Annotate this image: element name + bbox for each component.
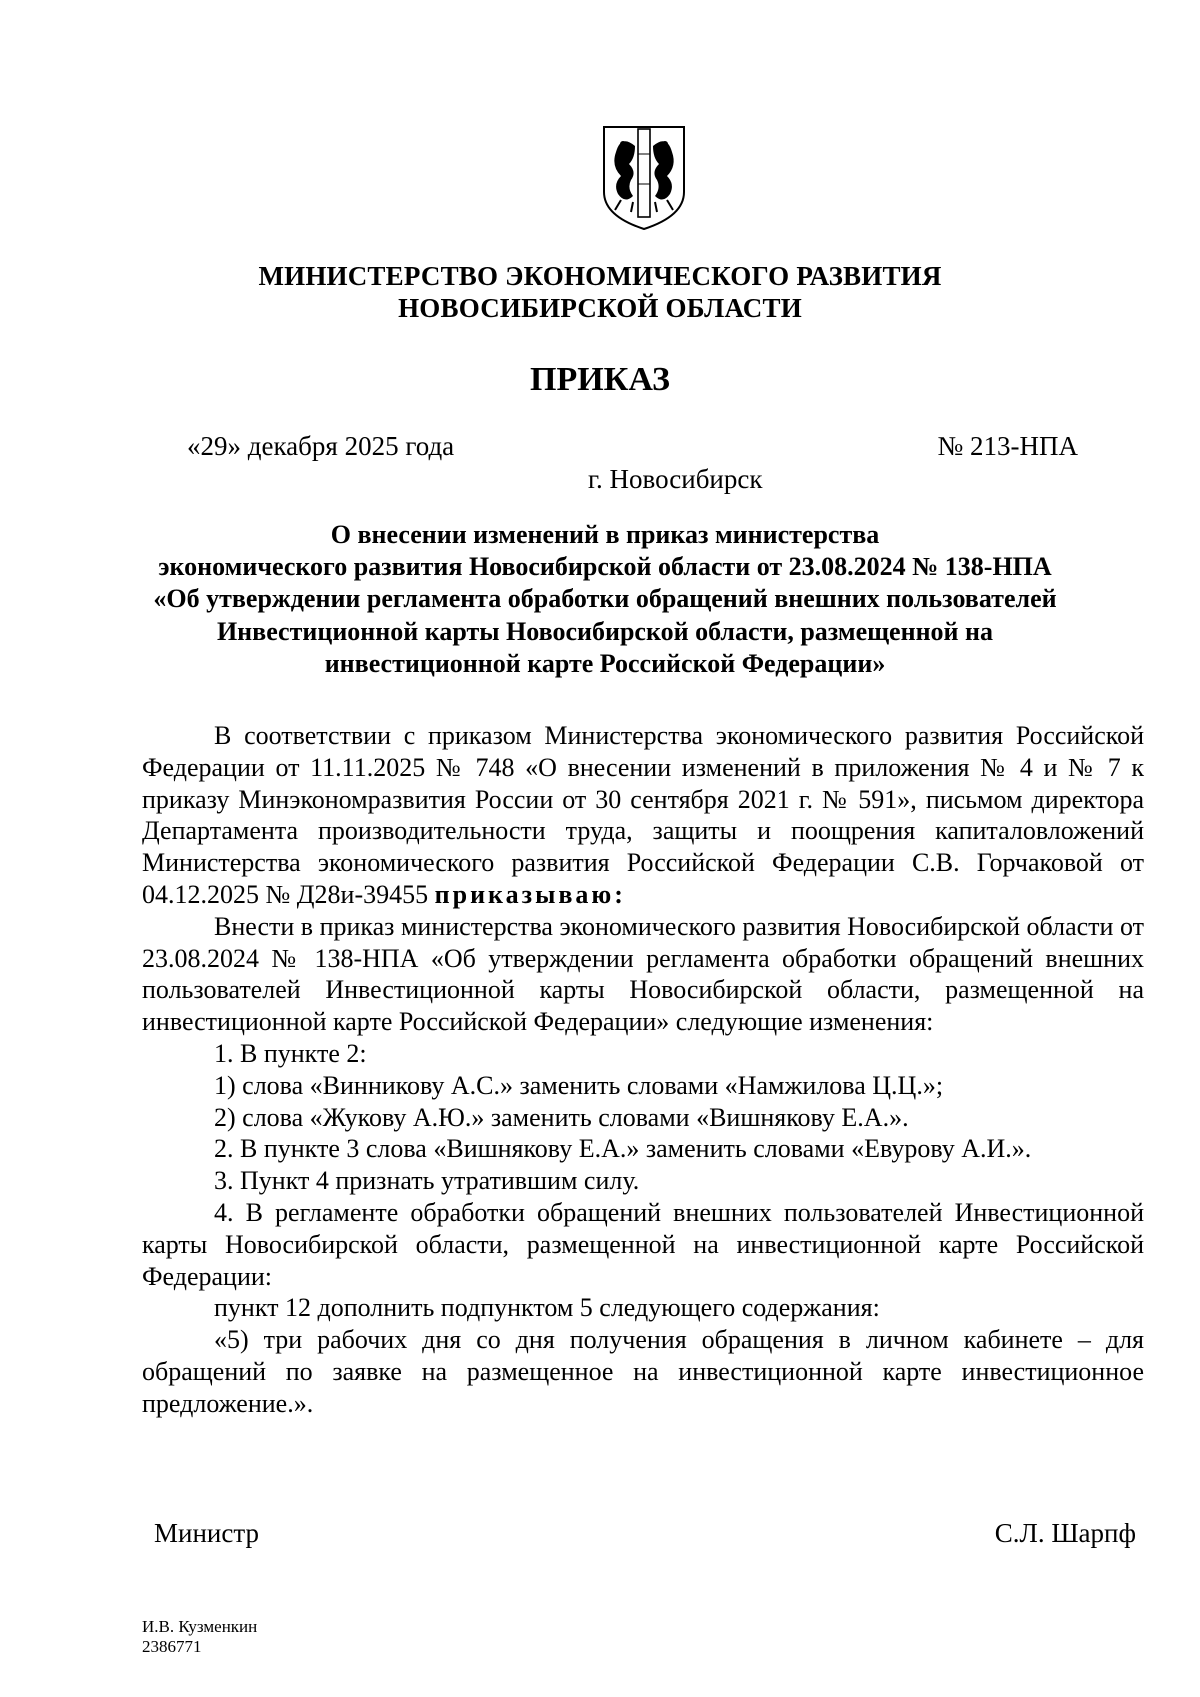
order-number: № 213-НПА (937, 431, 1078, 461)
subject-line-4: Инвестиционной карты Новосибирской области, размещенной на (216, 616, 994, 646)
subject-line-2: экономического развития Новосибирской области от 23.08.2024 № 138-НПА (158, 552, 1052, 582)
paragraph-item-4: 4. В регламенте обработки обращений внешних пользователей Инвестиционной карты Новосибирской области, размещенной на инвестиционной карте Российской Федерации: (142, 1197, 1144, 1291)
paragraph-item-2: 2. В пункте 3 слова «Вишнякову Е.А.» заменить словами «Евурову А.И.». (214, 1134, 1032, 1164)
signatory-position: Министр (154, 1518, 259, 1548)
paragraph-amend: Внести в приказ министерства экономического развития Новосибирской области от 23.08.2024 № 138-НПА «Об утверждении регламента обработки обращений внешних пользователей Инвестиционной карты Новосибирской области, размещенной на инвестиционной карте Российской Федерации» следующие изменения: (142, 911, 1144, 1037)
document-type: ПРИКАЗ (530, 361, 670, 398)
ministry-line-2: НОВОСИБИРСКОЙ ОБЛАСТИ (398, 293, 802, 323)
order-word: приказываю: (434, 879, 626, 909)
order-city: г. Новосибирск (588, 464, 763, 494)
paragraph-item-3: 3. Пункт 4 признать утратившим силу. (214, 1166, 640, 1196)
paragraph-item-4-text: «5) три рабочих дня со дня получения обращения в личном кабинете – для обращений по заявке на размещенное на инвестиционной карте инвестиционное предложение.». (142, 1325, 1144, 1418)
paragraph-item-1: 1. В пункте 2: (214, 1038, 367, 1068)
ministry-name (0, 260, 1200, 324)
signatory-name: С.Л. Шарпф (994, 1518, 1136, 1548)
paragraph-item-4-intro: пункт 12 дополнить подпунктом 5 следующего содержания: (214, 1293, 880, 1323)
executor-name: И.В. Кузменкин (142, 1617, 258, 1636)
subject-line-3: «Об утверждении регламента обработки обращений внешних пользователей (153, 584, 1057, 614)
order-subject (150, 519, 1060, 680)
subject-line-5: инвестиционной карте Российской Федерации» (324, 648, 886, 678)
preamble-text: В соответствии с приказом Министерства экономического развития Российской Федерации от 11.11.2025 № 748 «О внесении изменений в приложения № 4 и № 7 к приказу Минэкономразвития России от 30 сентября 2021 г. № 591», письмом директора Департамента производительности труда, защиты и поощрения капиталовложений Министерства экономического развития Российской Федерации С.В. Горчаковой от 04.12.2025 № Д28и-39455 (142, 721, 1144, 909)
executor-phone: 2386771 (142, 1637, 202, 1656)
paragraph-item-1-1: 1) слова «Винникову А.С.» заменить словами «Намжилова Ц.Ц.»; (214, 1070, 944, 1100)
executor-info (142, 1617, 257, 1657)
order-body (142, 720, 1144, 1420)
ministry-line-1: МИНИСТЕРСТВО ЭКОНОМИЧЕСКОГО РАЗВИТИЯ (258, 261, 942, 291)
subject-line-1: О внесении изменений в приказ министерства (330, 520, 880, 549)
coat-of-arms-icon (601, 124, 687, 232)
order-date: «29» декабря 2025 года (187, 431, 455, 461)
paragraph-item-1-2: 2) слова «Жукову А.Ю.» заменить словами «Вишнякову Е.А.». (214, 1102, 909, 1132)
preamble-paragraph (142, 720, 1144, 911)
